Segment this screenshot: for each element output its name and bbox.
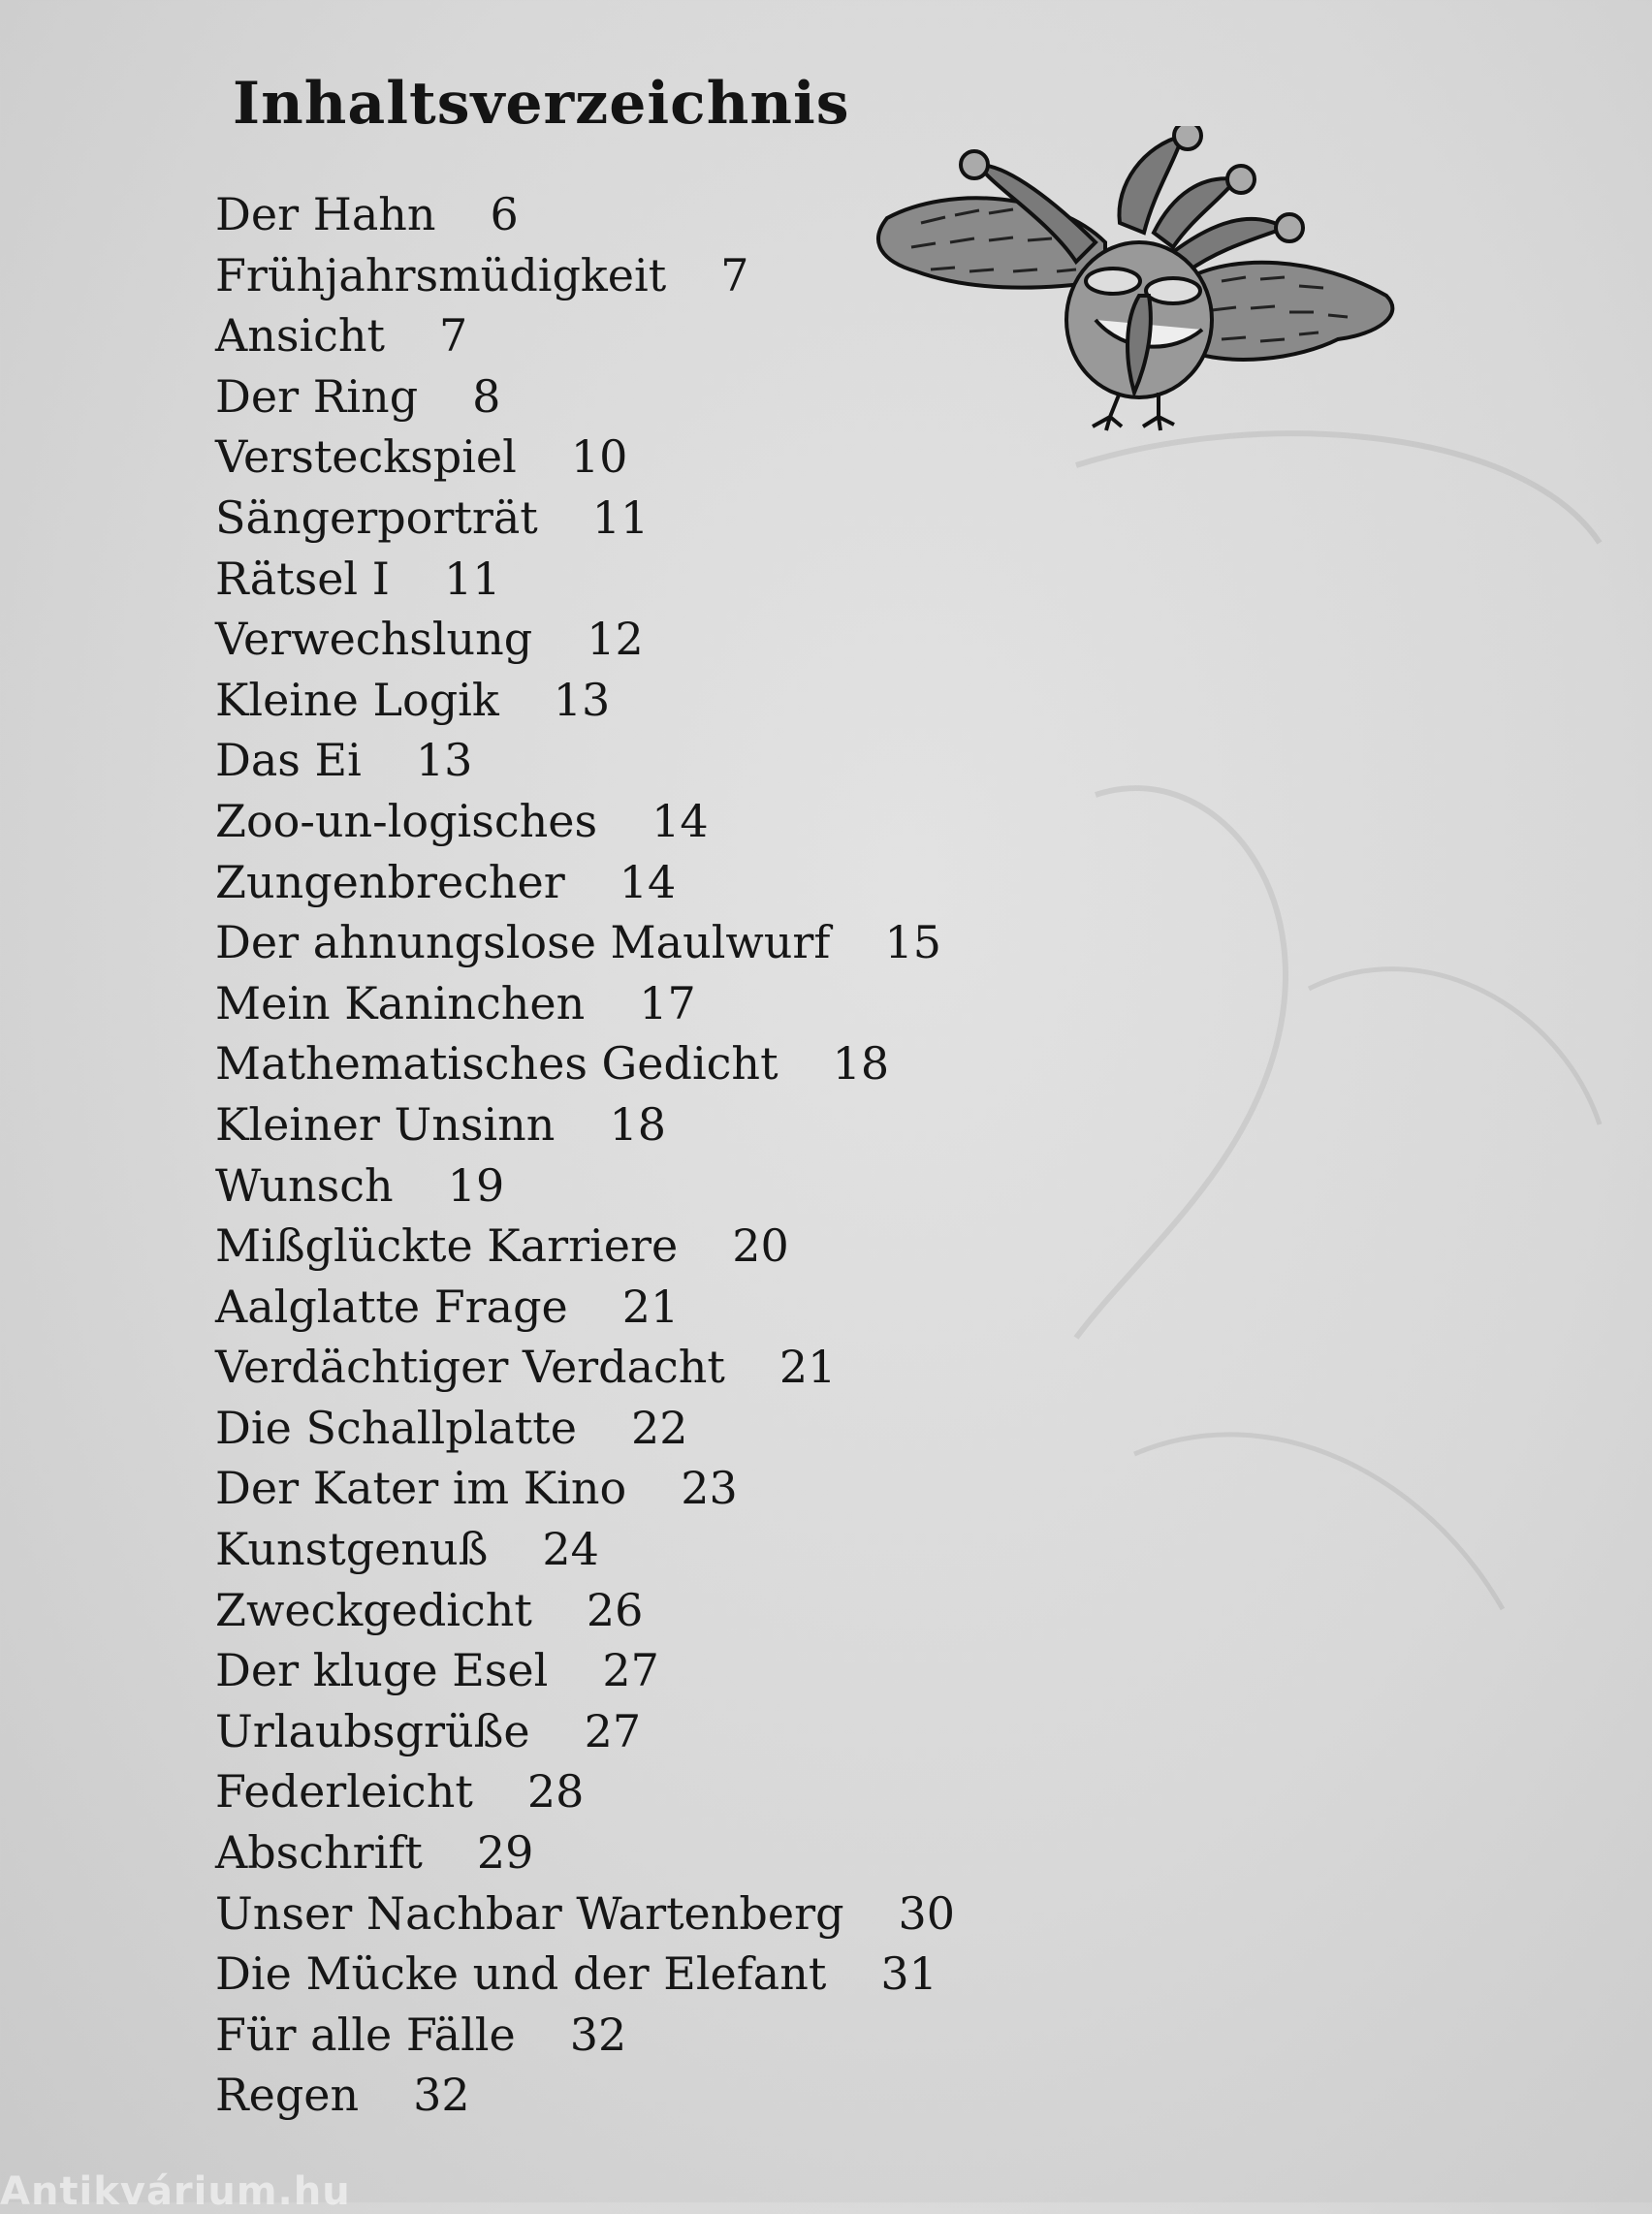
entry-title: Das Ei (215, 734, 362, 787)
entry-page-number: 7 (439, 309, 468, 363)
toc-entry (215, 427, 955, 488)
entry-title: Unser Nachbar Wartenberg (215, 1886, 844, 1940)
entry-page-number: 30 (898, 1886, 956, 1940)
entry-page-number: 14 (651, 794, 709, 847)
toc-entry (215, 1337, 955, 1398)
toc-entry (215, 1761, 955, 1822)
entry-page-number: 6 (490, 188, 519, 240)
toc-entry (215, 366, 955, 427)
toc-entry (215, 245, 955, 306)
entry-title: Aalglatte Frage (215, 1280, 568, 1333)
entry-title: Kleiner Unsinn (215, 1097, 556, 1151)
show-through-art (1018, 388, 1638, 1648)
entry-page-number: 14 (619, 855, 677, 908)
toc-entry (215, 1094, 955, 1155)
watermark: Antikvárium.hu (0, 2169, 351, 2214)
bell-3 (1227, 166, 1255, 193)
entry-title: Die Schallplatte (215, 1401, 577, 1454)
entry-title: Der Hahn (215, 188, 436, 240)
toc-entry (215, 1519, 955, 1580)
entry-title: Abschrift (215, 1826, 423, 1880)
entry-title: Der ahnungslose Maulwurf (215, 916, 831, 969)
entry-page-number: 26 (586, 1583, 644, 1636)
entry-title: Zungenbrecher (215, 855, 565, 908)
toc-entry (215, 184, 955, 245)
toc-entry (215, 1216, 955, 1277)
entry-title: Wunsch (215, 1158, 394, 1212)
entry-page-number: 32 (569, 2008, 627, 2061)
toc-list (215, 184, 955, 2126)
entry-page-number: 24 (542, 1523, 599, 1576)
toc-entry (215, 2065, 955, 2126)
entry-title: Kleine Logik (215, 673, 499, 726)
entry-title: Der kluge Esel (215, 1644, 549, 1697)
entry-page-number: 7 (720, 248, 749, 301)
entry-page-number: 18 (832, 1037, 890, 1091)
toc-entry (215, 1640, 955, 1701)
toc-entry (215, 1580, 955, 1641)
entry-title: Zweckgedicht (215, 1583, 532, 1636)
entry-title: Zoo-un-logisches (215, 794, 598, 847)
toc-entry (215, 2005, 955, 2066)
entry-page-number: 13 (415, 734, 473, 787)
right-eye (1146, 278, 1200, 303)
toc-entry (215, 730, 955, 791)
entry-title: Die Mücke und der Elefant (215, 1947, 827, 2001)
bell-2 (1174, 126, 1201, 149)
entry-title: Versteckspiel (215, 430, 517, 484)
toc-entry (215, 1155, 955, 1217)
entry-title: Kunstgenuß (215, 1523, 489, 1576)
entry-title: Sängerporträt (215, 490, 538, 544)
entry-page-number: 31 (880, 1947, 937, 2001)
entry-page-number: 20 (732, 1219, 789, 1273)
entry-title: Ansicht (215, 309, 386, 363)
entry-page-number: 8 (472, 369, 501, 423)
entry-page-number: 11 (443, 552, 501, 605)
entry-page-number: 32 (413, 2069, 470, 2122)
toc-entry (215, 1701, 955, 1762)
entry-page-number: 27 (602, 1644, 659, 1697)
entry-page-number: 17 (639, 976, 696, 1029)
toc-entry (215, 1277, 955, 1338)
toc-entry (215, 1398, 955, 1459)
bell-4 (1276, 214, 1303, 241)
toc-entry (215, 973, 955, 1034)
entry-title: Mein Kaninchen (215, 976, 586, 1029)
entry-page-number: 18 (609, 1097, 666, 1151)
page-title: Inhaltsverzeichnis (233, 70, 850, 138)
entry-title: Verdächtiger Verdacht (215, 1341, 725, 1394)
entry-title: Rätsel I (215, 552, 390, 605)
entry-title: Mathematisches Gedicht (215, 1037, 778, 1091)
entry-title: Mißglückte Karriere (215, 1219, 679, 1273)
toc-entry (215, 791, 955, 852)
entry-title: Verwechslung (215, 613, 533, 666)
toc-entry (215, 305, 955, 366)
entry-title: Regen (215, 2069, 360, 2122)
toc-entry (215, 1883, 955, 1945)
toc-entry (215, 670, 955, 731)
entry-page-number: 19 (447, 1158, 505, 1212)
toc-entry (215, 1033, 955, 1094)
left-eye (1086, 269, 1140, 294)
toc-entry (215, 549, 955, 610)
toc-entry (215, 609, 955, 670)
entry-title: Federleicht (215, 1765, 473, 1819)
entry-title: Urlaubsgrüße (215, 1704, 530, 1757)
toc-entry (215, 488, 955, 549)
toc-entry (215, 912, 955, 973)
toc-entry (215, 1458, 955, 1519)
entry-page-number: 12 (587, 613, 644, 666)
entry-page-number: 23 (681, 1462, 738, 1515)
entry-title: Für alle Fälle (215, 2008, 516, 2061)
entry-page-number: 10 (570, 430, 628, 484)
entry-page-number: 22 (630, 1401, 688, 1454)
entry-page-number: 28 (526, 1765, 585, 1819)
entry-title: Frühjahrsmüdigkeit (215, 248, 667, 301)
entry-page-number: 27 (584, 1704, 642, 1757)
entry-page-number: 21 (621, 1280, 680, 1333)
toc-entry (215, 852, 955, 913)
jester-bird-illustration (863, 126, 1406, 446)
entry-title: Der Ring (215, 369, 419, 423)
entry-page-number: 21 (778, 1341, 837, 1394)
entry-page-number: 29 (476, 1826, 534, 1880)
entry-title: Der Kater im Kino (215, 1462, 627, 1515)
toc-entry (215, 1822, 955, 1883)
entry-page-number: 15 (884, 916, 941, 969)
toc-entry (215, 1944, 955, 2005)
entry-page-number: 11 (591, 490, 650, 544)
entry-page-number: 13 (553, 673, 611, 726)
bell-1 (961, 151, 988, 178)
